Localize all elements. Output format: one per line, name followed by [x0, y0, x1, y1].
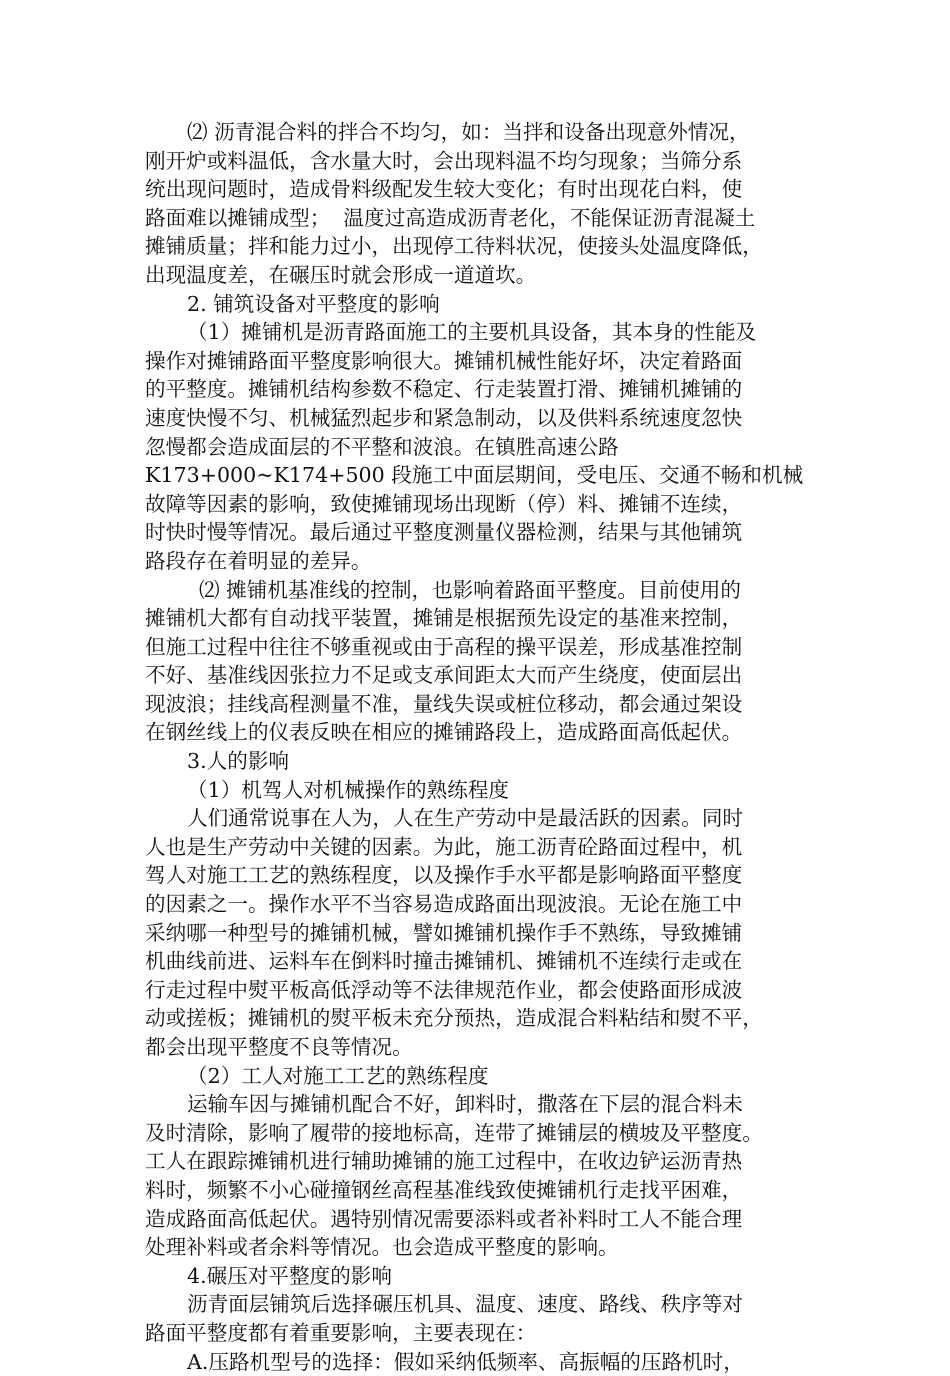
text-line: 摊铺质量；拌和能力过小，出现停工待料状况，使接头处温度降低，: [145, 234, 763, 259]
text-line: 2. 铺筑设备对平整度的影响: [187, 291, 440, 316]
text-line: 3.人的影响: [187, 749, 290, 774]
text-line: 路面难以摊铺成型； 温度过高造成沥青老化，不能保证沥青混凝土: [145, 205, 756, 230]
text-line: 路段存在着明显的差异。: [145, 548, 372, 573]
text-line: 沥青面层铺筑后选择碾压机具、温度、速度、路线、秩序等对: [187, 1292, 744, 1317]
text-line: 但施工过程中往往不够重视或由于高程的操平误差，形成基准控制: [145, 634, 743, 659]
text-line: 路面平整度都有着重要影响，主要表现在：: [145, 1320, 537, 1345]
text-line: 都会出现平整度不良等情况。: [145, 1035, 413, 1059]
text-line: 及时清除，影响了履带的接地标高，连带了摊铺层的横坡及平整度。: [145, 1120, 763, 1145]
text-line: 人也是生产劳动中关键的因素。为此，施工沥青砼路面过程中，机: [145, 834, 743, 859]
text-line: 摊铺机大都有自动找平装置，摊铺是根据预先设定的基准来控制，: [145, 606, 743, 631]
text-line: 的因素之一。操作水平不当容易造成路面出现波浪。无论在施工中: [145, 892, 743, 917]
text-line: ⑵ 摊铺机基准线的控制，也影响着路面平整度。目前使用的: [199, 577, 741, 602]
text-line: 机曲线前进、运料车在倒料时撞击摊铺机、摊铺机不连续行走或在: [145, 949, 743, 974]
text-line: ⑵ 沥青混合料的拌合不均匀，如：当拌和设备出现意外情况，: [187, 120, 750, 144]
text-line: 工人在跟踪摊铺机进行辅助摊铺的施工过程中，在收边铲运沥青热: [145, 1149, 743, 1174]
text-line: 4.碾压对平整度的影响: [187, 1263, 392, 1288]
text-line: （1）机驾人对机械操作的熟练程度: [187, 777, 510, 802]
text-line: 操作对摊铺路面平整度影响很大。摊铺机械性能好坏，决定着路面: [145, 348, 743, 373]
text-line: 在钢丝线上的仪表反映在相应的摊铺路段上，造成路面高低起伏。: [145, 720, 743, 745]
text-line: 料时，频繁不小心碰撞钢丝高程基准线致使摊铺机行走找平困难，: [145, 1177, 743, 1202]
text-line: 造成路面高低起伏。遇特别情况需要添料或者补料时工人不能合理: [145, 1206, 743, 1231]
text-line: 速度快慢不匀、机械猛烈起步和紧急制动，以及供料系统速度忽快: [145, 405, 743, 430]
text-line: K173+000~K174+500 段施工中面层期间，受电压、交通不畅和机械: [145, 463, 804, 488]
text-line: 刚开炉或料温低，含水量大时，会出现料温不均匀现象；当筛分系: [145, 148, 743, 173]
text-line: 统出现问题时，造成骨料级配发生较大变化；有时出现花白料，使: [145, 177, 743, 202]
text-line: 故障等因素的影响，致使摊铺现场出现断（停）料、摊铺不连续，: [145, 491, 743, 516]
text-line: 不好、基准线因张拉力不足或支承间距太大而产生绕度，使面层出: [145, 663, 743, 688]
text-line: 动或搓板；摊铺机的熨平板未充分预热，造成混合料粘结和熨不平，: [145, 1006, 763, 1031]
text-line: 驾人对施工工艺的熟练程度，以及操作手水平都是影响路面平整度: [145, 863, 743, 888]
text-line: A.压路机型号的选择：假如采纳低频率、高振幅的压路机时，: [187, 1349, 744, 1374]
document-body: [145, 118, 805, 1376]
text-line: 时快时慢等情况。最后通过平整度测量仪器检测，结果与其他铺筑: [145, 520, 743, 545]
text-line: 行走过程中熨平板高低浮动等不法律规范作业，都会使路面形成波: [145, 977, 743, 1002]
text-line: 运输车因与摊铺机配合不好，卸料时，撒落在下层的混合料未: [187, 1092, 744, 1117]
text-line: 的平整度。摊铺机结构参数不稳定、行走装置打滑、摊铺机摊铺的: [145, 377, 743, 402]
text-line: 人们通常说事在人为，人在生产劳动中是最活跃的因素。同时: [187, 806, 744, 831]
text-line: 采纳哪一种型号的摊铺机械，譬如摊铺机操作手不熟练，导致摊铺: [145, 920, 743, 945]
text-line: 处理补料或者余料等情况。也会造成平整度的影响。: [145, 1235, 619, 1260]
text-line: 忽慢都会造成面层的不平整和波浪。在镇胜高速公路: [145, 434, 619, 459]
text-line: 现波浪；挂线高程测量不准，量线失误或桩位移动，都会通过架设: [145, 691, 743, 716]
text-line: （2）工人对施工工艺的熟练程度: [187, 1063, 489, 1088]
text-line: 出现温度差，在碾压时就会形成一道道坎。: [145, 262, 537, 287]
text-line: （1）摊铺机是沥青路面施工的主要机具设备，其本身的性能及: [187, 320, 757, 345]
